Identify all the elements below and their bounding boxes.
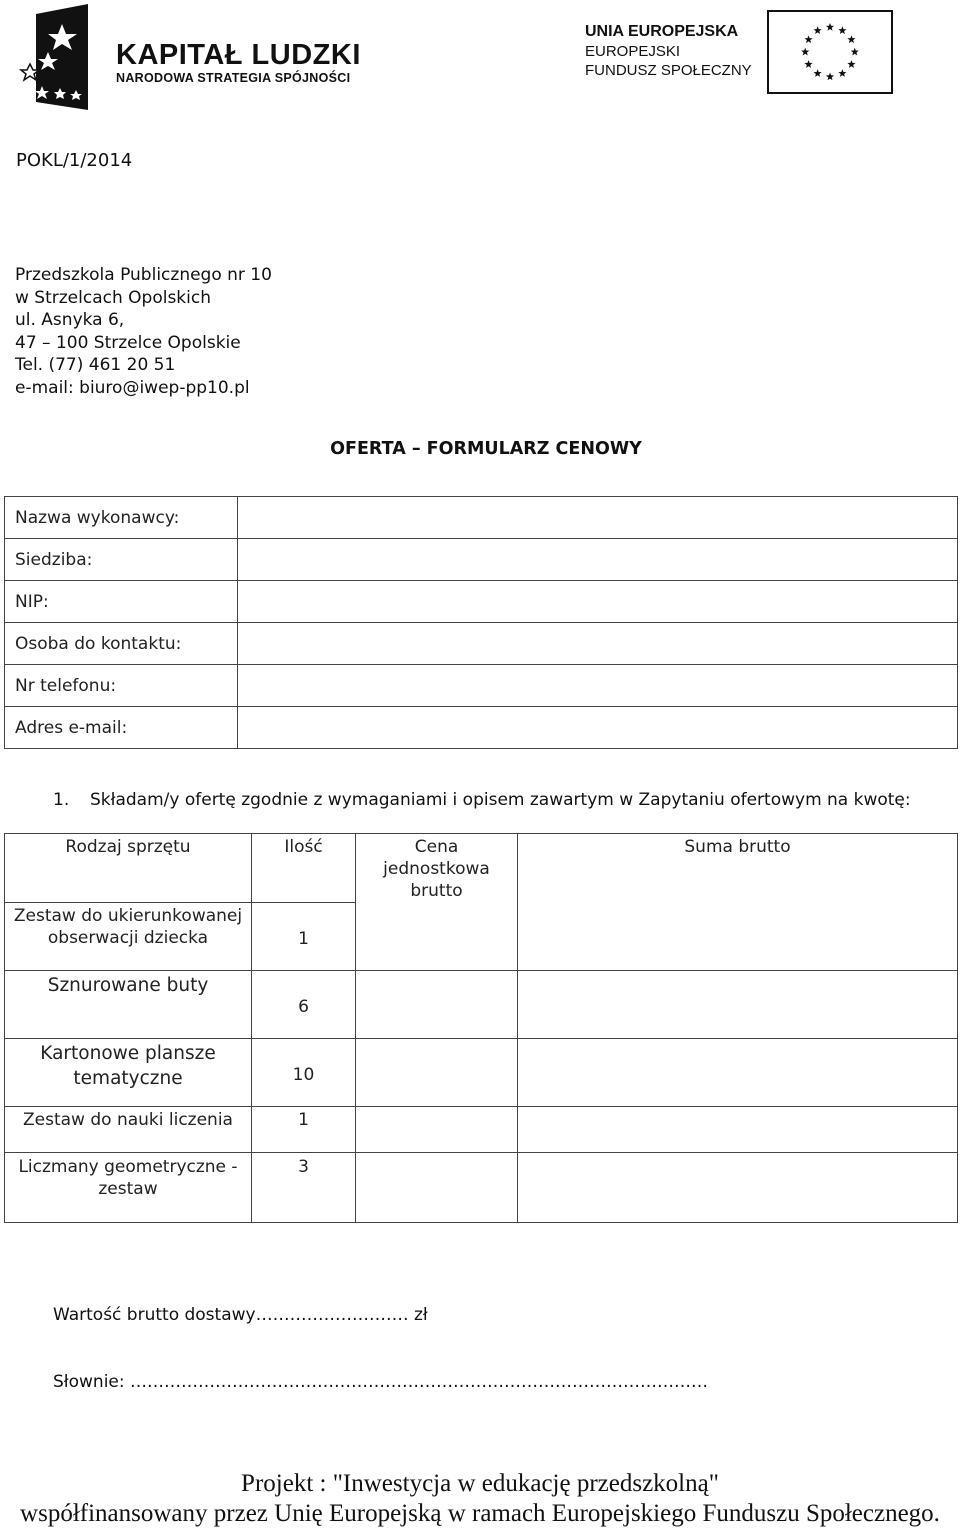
- contractor-name-field[interactable]: [238, 497, 958, 539]
- total-value-line[interactable]: Wartość brutto dostawy……………………… zł: [53, 1305, 428, 1325]
- item-name-cell: [5, 1153, 252, 1223]
- address-line: Przedszkola Publicznego nr 10: [15, 265, 272, 285]
- eu-star-icon: [847, 35, 855, 43]
- total-in-words-line[interactable]: Słownie: …………………………………………………………………………………………: [53, 1372, 709, 1392]
- contact-person-field[interactable]: [238, 623, 958, 665]
- contractor-table: [4, 496, 958, 749]
- column-header: Ilość: [284, 837, 323, 857]
- column-header: Rodzaj sprzętu: [65, 837, 191, 857]
- table-row: [5, 623, 958, 665]
- table-row: [5, 539, 958, 581]
- item-name-cell: [5, 1039, 252, 1107]
- address-line: Tel. (77) 461 20 51: [15, 355, 176, 375]
- eu-flag-icon: [767, 10, 893, 94]
- eu-line-2: EUROPEJSKI: [585, 43, 681, 60]
- column-header: Suma brutto: [684, 837, 791, 857]
- item-qty: 10: [292, 1065, 315, 1085]
- item-name-line: Liczmany geometryczne -: [18, 1157, 238, 1177]
- header-cell-unit-price: [356, 834, 518, 971]
- item-name-cell: [5, 971, 252, 1039]
- item-qty: 1: [298, 1110, 309, 1130]
- unit-price-field[interactable]: [356, 1153, 518, 1223]
- eu-star-icon: [838, 26, 846, 34]
- column-header-line: jednostkowa: [383, 859, 490, 879]
- eu-star-icon: [804, 35, 812, 43]
- header-cell-sum: [518, 834, 958, 971]
- eu-star-icon: [826, 72, 834, 80]
- header-cell-type: [5, 834, 252, 903]
- price-table: [4, 833, 958, 1223]
- address-block: [15, 264, 272, 399]
- eu-star-icon: [851, 48, 859, 56]
- eu-star-icon: [814, 69, 822, 77]
- item-qty: 3: [298, 1157, 309, 1177]
- address-line: w Strzelcach Opolskich: [15, 287, 211, 308]
- item-name-line: zestaw: [98, 1179, 158, 1199]
- item-qty: 6: [298, 997, 309, 1017]
- table-row: [5, 834, 958, 903]
- item-name-line: Sznurowane buty: [47, 975, 209, 996]
- table-row: [5, 971, 958, 1039]
- table-row: [5, 1039, 958, 1107]
- eu-wordmark: [585, 22, 752, 80]
- eu-star-icon: [838, 69, 846, 77]
- kapital-ludzki-title: KAPITAŁ LUDZKI: [116, 39, 361, 71]
- table-row: [5, 497, 958, 539]
- kapital-ludzki-wordmark: [116, 40, 361, 86]
- table-row: [5, 1107, 958, 1153]
- contractor-seat-field[interactable]: [238, 539, 958, 581]
- table-row: [5, 707, 958, 749]
- contractor-nip-field[interactable]: [238, 581, 958, 623]
- table-row: [5, 1153, 958, 1223]
- item-qty-cell: [252, 1107, 356, 1153]
- item-qty: 1: [298, 929, 309, 949]
- item-qty-cell: [252, 971, 356, 1039]
- header-cell-qty: [252, 834, 356, 903]
- field-label: Nr telefonu:: [5, 665, 238, 707]
- field-label: Siedziba:: [5, 539, 238, 581]
- sum-field[interactable]: [518, 1153, 958, 1223]
- field-label: Adres e-mail:: [5, 707, 238, 749]
- field-label: NIP:: [5, 581, 238, 623]
- offer-statement-text: Składam/y ofertę zgodnie z wymaganiami i opisem zawartym w Zapytaniu ofertowym na kwotę:: [90, 790, 911, 810]
- table-row: [5, 581, 958, 623]
- item-name-line: Kartonowe plansze: [40, 1043, 216, 1064]
- eu-star-icon: [847, 60, 855, 68]
- eu-star-icon: [801, 48, 809, 56]
- item-name-line: obserwacji dziecka: [47, 928, 209, 948]
- email-field[interactable]: [238, 707, 958, 749]
- kapital-ludzki-logo-icon: [18, 2, 108, 112]
- column-header-line: Cena: [414, 837, 459, 857]
- item-qty-cell: [252, 1039, 356, 1107]
- phone-field[interactable]: [238, 665, 958, 707]
- sum-field[interactable]: [518, 1039, 958, 1107]
- field-label: Nazwa wykonawcy:: [5, 497, 238, 539]
- item-qty-cell: [252, 1153, 356, 1223]
- sum-field[interactable]: [518, 1107, 958, 1153]
- eu-star-icon: [826, 23, 834, 31]
- item-name-line: Zestaw do ukierunkowanej: [13, 906, 243, 926]
- footer-cofinancing-line: współfinansowany przez Unię Europejską w ramach Europejskiego Funduszu Społecznego.: [20, 1500, 940, 1527]
- offer-statement-number: 1.: [53, 790, 70, 810]
- item-qty-cell: [252, 903, 356, 971]
- column-header-line: brutto: [410, 881, 463, 901]
- eu-star-icon: [804, 60, 812, 68]
- address-line: e-mail: biuro@iwep-pp10.pl: [15, 377, 250, 398]
- item-name-line: Zestaw do nauki liczenia: [23, 1110, 233, 1130]
- eu-line-3: FUNDUSZ SPOŁECZNY: [585, 62, 752, 79]
- kapital-ludzki-subtitle: NARODOWA STRATEGIA SPÓJNOŚCI: [116, 71, 351, 85]
- table-row: [5, 665, 958, 707]
- eu-line-1: UNIA EUROPEJSKA: [585, 23, 739, 40]
- footer-project-line: Projekt : "Inwestycja w edukację przedszkolną": [241, 1470, 719, 1497]
- form-title: OFERTA – FORMULARZ CENOWY: [330, 439, 642, 459]
- item-name-cell: [5, 1107, 252, 1153]
- address-line: 47 – 100 Strzelce Opolskie: [15, 332, 241, 353]
- item-name-line: tematyczne: [73, 1068, 183, 1089]
- field-label: Osoba do kontaktu:: [5, 623, 238, 665]
- unit-price-field[interactable]: [356, 1039, 518, 1107]
- reference-number: POKL/1/2014: [16, 150, 133, 171]
- sum-field[interactable]: [518, 971, 958, 1039]
- item-name-cell: [5, 903, 252, 971]
- address-line: ul. Asnyka 6,: [15, 310, 125, 330]
- unit-price-field[interactable]: [356, 971, 518, 1039]
- unit-price-field[interactable]: [356, 1107, 518, 1153]
- eu-star-icon: [814, 26, 822, 34]
